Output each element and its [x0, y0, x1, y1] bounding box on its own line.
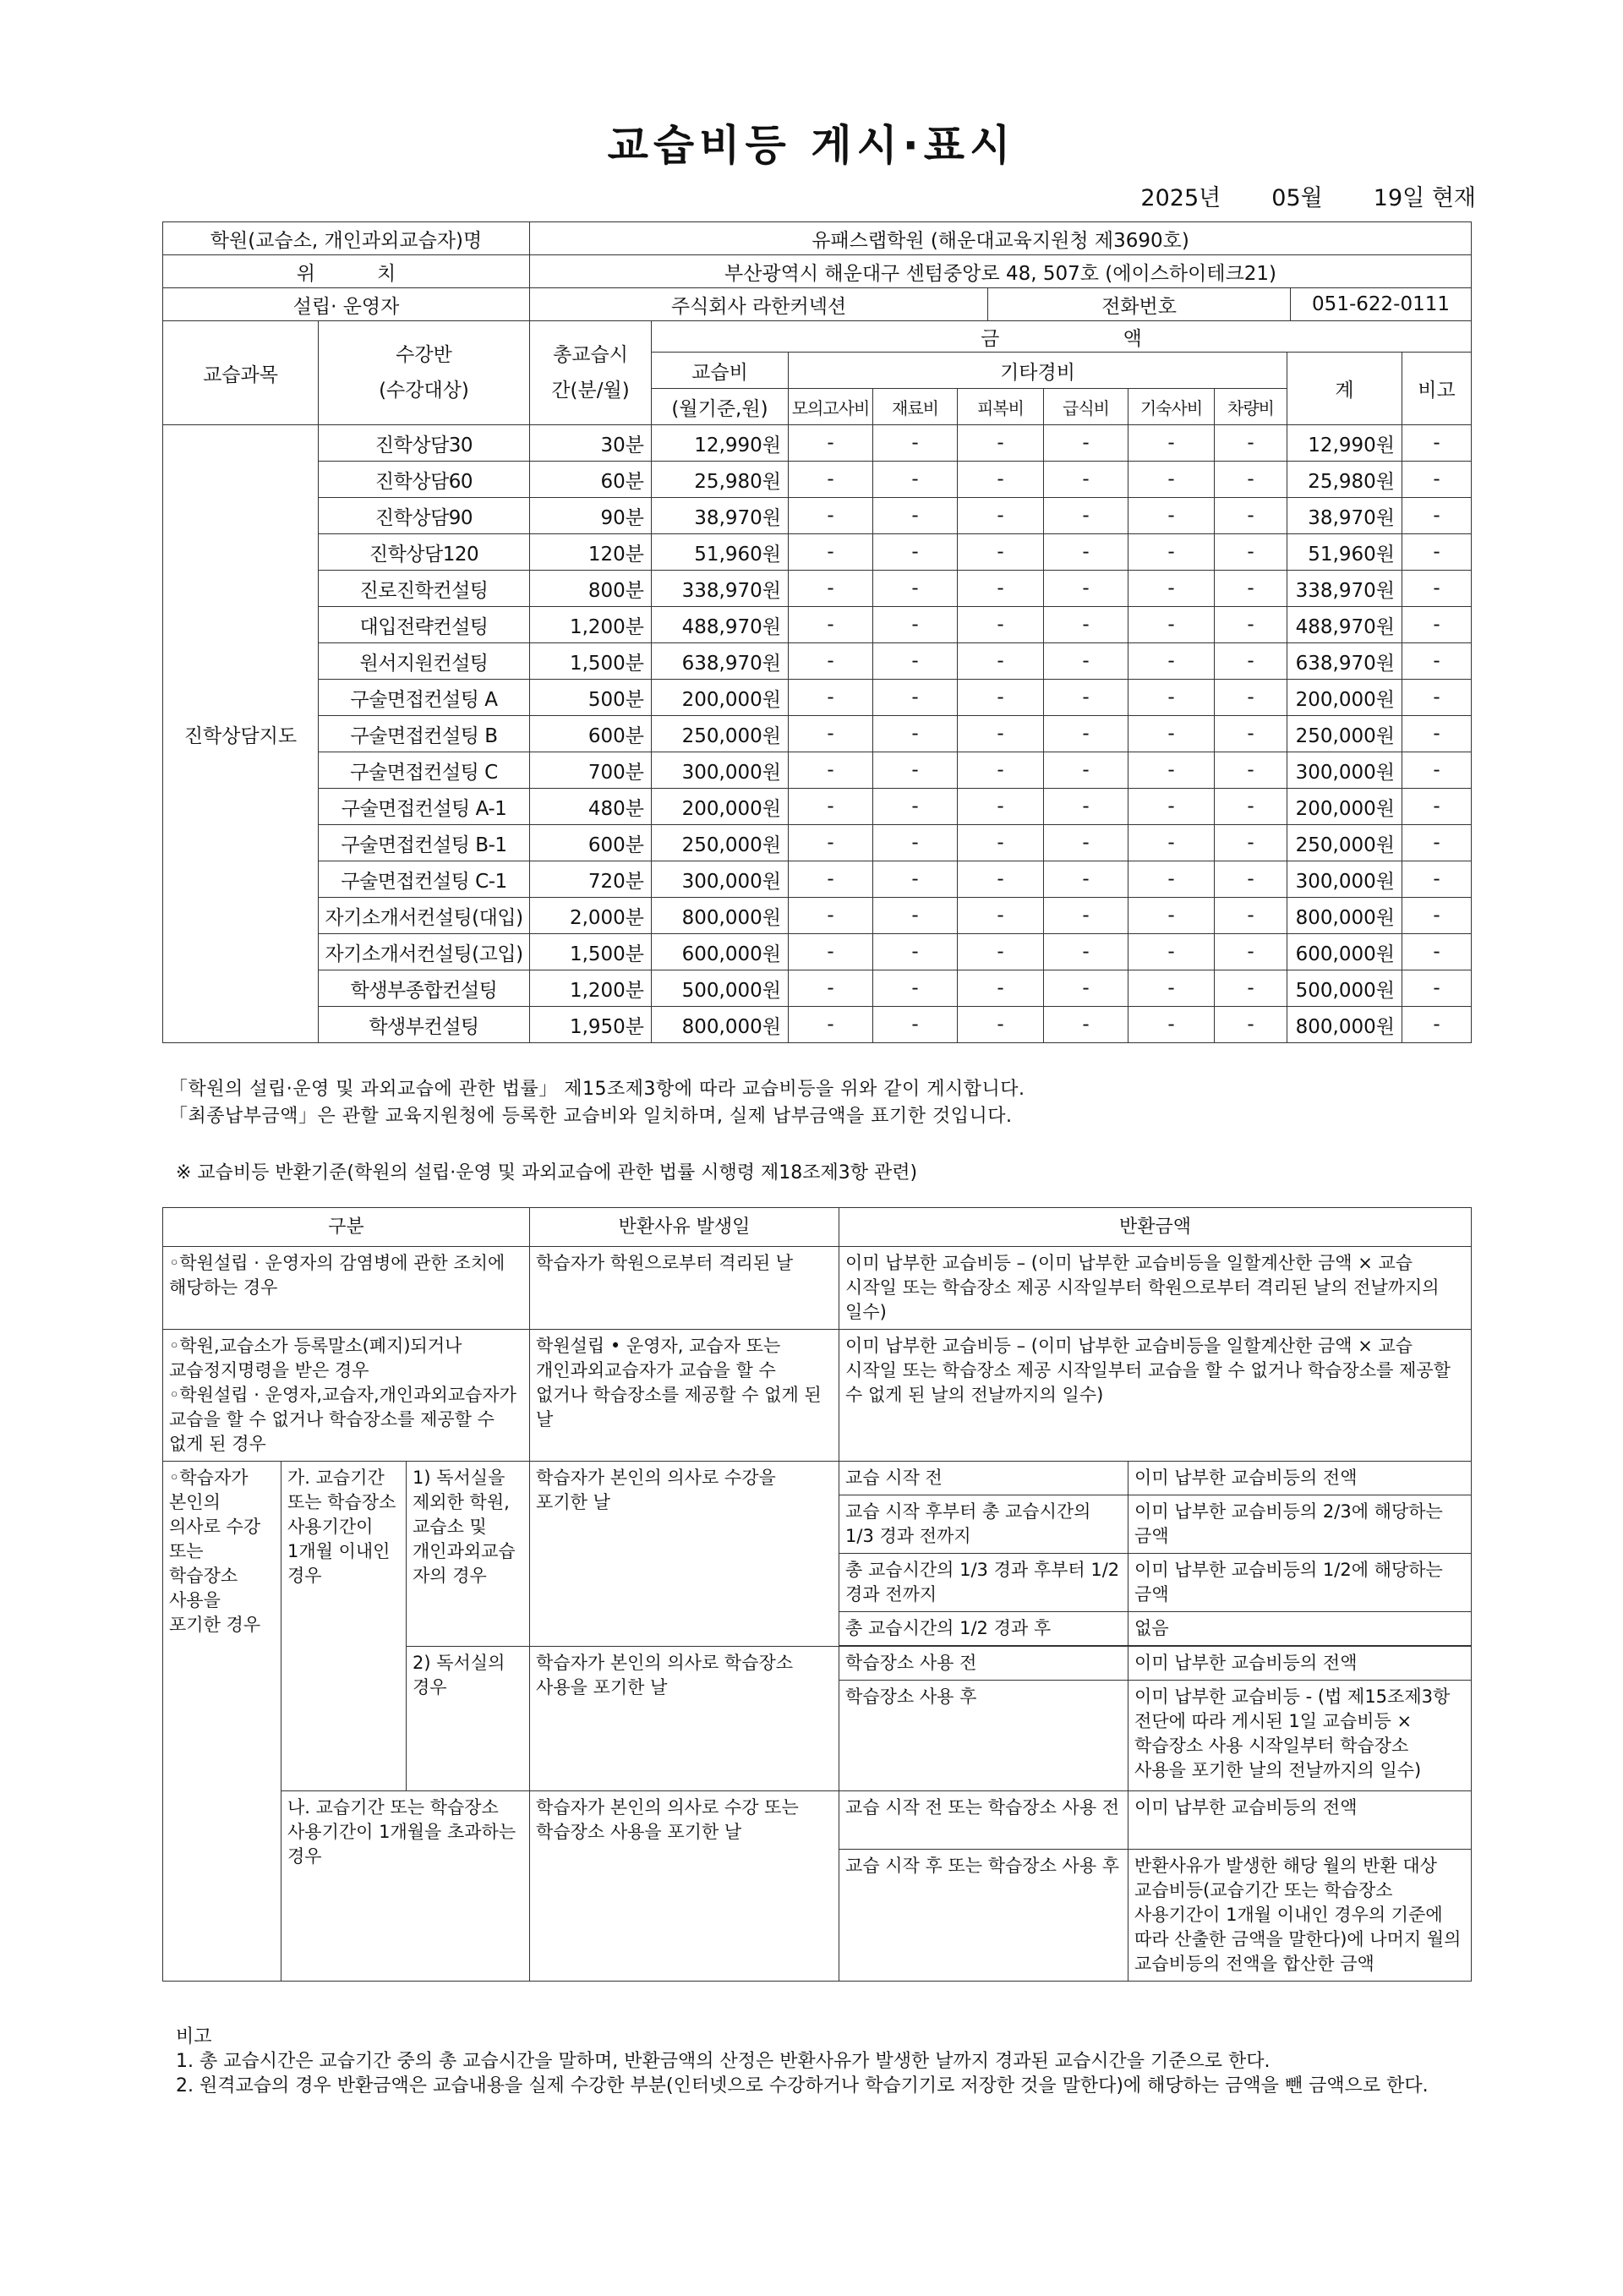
remark-cell: - [1402, 498, 1472, 534]
total-hours-cell: 480분 [530, 789, 652, 825]
total-cell: 200,000원 [1287, 789, 1402, 825]
tuition-cell: 300,000원 [652, 752, 789, 789]
class-name-cell: 대입전략컨설팅 [319, 607, 530, 643]
material-fee-cell: - [873, 643, 958, 680]
mock-exam-fee-cell: - [789, 643, 873, 680]
tuition-cell: 488,970원 [652, 607, 789, 643]
fee-row [163, 752, 1472, 789]
total-cell: 12,990원 [1287, 425, 1402, 462]
header-hours-sub: 간(분/월) [551, 380, 630, 402]
academy-info-table [162, 221, 1472, 321]
meal-fee-cell: - [1044, 498, 1128, 534]
material-fee-cell: - [873, 934, 958, 970]
mock-exam-fee-cell: - [789, 825, 873, 861]
refund-infection-reason: 학습자가 학원으로부터 격리된 날 [530, 1247, 839, 1330]
subject-cell: 진학상담지도 [163, 425, 319, 1043]
refund-over-month-reason: 학습자가 본인의 의사로 수강 또는 학습장소 사용을 포기한 날 [530, 1791, 839, 1982]
header-other-vehicle: 차량비 [1215, 389, 1287, 425]
header-other: 기타경비 [789, 353, 1287, 389]
refund-closure-category [163, 1330, 530, 1462]
clothing-fee-cell: - [958, 607, 1044, 643]
refund-over-month-cond-1: 교습 시작 전 또는 학습장소 사용 전 [839, 1791, 1128, 1850]
refund-closure-reason: 학원설립 • 운영자, 교습자 또는 개인과외교습자가 교습을 할 수 없거나 학습장소를 제공할 수 없게 된 날 [530, 1330, 839, 1462]
remarks-item-2: 2. 원격교습의 경우 반환금액은 교습내용을 실제 수강한 부분(인터넷으로 수강하거나 학습기기로 저장한 것을 말한다)에 해당하는 금액을 뺀 금액으로 한다. [176, 2075, 1429, 2096]
remark-cell: - [1402, 752, 1472, 789]
dorm-fee-cell: - [1128, 571, 1215, 607]
fee-row [163, 680, 1472, 716]
total-hours-cell: 120분 [530, 534, 652, 571]
header-other-meal: 급식비 [1044, 389, 1128, 425]
header-tuition-sub: (월기준,원) [652, 389, 789, 425]
remark-cell: - [1402, 680, 1472, 716]
vehicle-fee-cell: - [1215, 825, 1287, 861]
meal-fee-cell: - [1044, 607, 1128, 643]
remark-cell: - [1402, 934, 1472, 970]
remarks-title: 비고 [176, 2026, 212, 2047]
fee-header-row-1 [163, 321, 1472, 353]
refund-academy-case: 1) 독서실을 제외한 학원, 교습소 및 개인과외교습자의 경우 [407, 1462, 530, 1647]
meal-fee-cell: - [1044, 643, 1128, 680]
page-title: 교습비등 게시·표시 [607, 121, 1016, 170]
total-hours-cell: 700분 [530, 752, 652, 789]
fee-row [163, 1007, 1472, 1043]
refund-standard-title: ※ 교습비등 반환기준(학원의 설립·운영 및 과외교습에 관한 법률 시행령 제18조제3항 관련) [176, 1162, 918, 1184]
fee-row [163, 498, 1472, 534]
header-other-clothing: 피복비 [958, 389, 1044, 425]
clothing-fee-cell: - [958, 462, 1044, 498]
total-cell: 51,960원 [1287, 534, 1402, 571]
class-name-cell: 구술면접컨설팅 B [319, 716, 530, 752]
date-line: 2025년 05월 19일 현재 [1140, 185, 1476, 211]
vehicle-fee-cell: - [1215, 680, 1287, 716]
class-name-cell: 구술면접컨설팅 A-1 [319, 789, 530, 825]
total-hours-cell: 2,000분 [530, 898, 652, 934]
remark-cell: - [1402, 789, 1472, 825]
mock-exam-fee-cell: - [789, 425, 873, 462]
header-hours [530, 321, 652, 425]
fee-row [163, 934, 1472, 970]
mock-exam-fee-cell: - [789, 498, 873, 534]
dorm-fee-cell: - [1128, 425, 1215, 462]
vehicle-fee-cell: - [1215, 716, 1287, 752]
dorm-fee-cell: - [1128, 1007, 1215, 1043]
meal-fee-cell: - [1044, 716, 1128, 752]
remark-cell: - [1402, 825, 1472, 861]
remark-cell: - [1402, 425, 1472, 462]
dorm-fee-cell: - [1128, 680, 1215, 716]
clothing-fee-cell: - [958, 825, 1044, 861]
info-row-name [163, 222, 1472, 255]
mock-exam-fee-cell: - [789, 789, 873, 825]
fee-row [163, 607, 1472, 643]
total-hours-cell: 1,500분 [530, 643, 652, 680]
tuition-cell: 51,960원 [652, 534, 789, 571]
header-remark: 비고 [1402, 353, 1472, 425]
notice-line-2: 「최종납부금액」은 관할 교육지원청에 등록한 교습비와 일치하며, 실제 납부금액을 표기한 것입니다. [169, 1106, 1013, 1127]
vehicle-fee-cell: - [1215, 789, 1287, 825]
remark-cell: - [1402, 1007, 1472, 1043]
total-cell: 250,000원 [1287, 716, 1402, 752]
tuition-cell: 38,970원 [652, 498, 789, 534]
tuition-cell: 12,990원 [652, 425, 789, 462]
class-name-cell: 자기소개서컨설팅(고입) [319, 934, 530, 970]
tuition-cell: 500,000원 [652, 970, 789, 1007]
total-hours-cell: 1,200분 [530, 970, 652, 1007]
refund-over-month-case: 나. 교습기간 또는 학습장소 사용기간이 1개월을 초과하는 경우 [281, 1791, 530, 1982]
material-fee-cell: - [873, 716, 958, 752]
fee-row [163, 643, 1472, 680]
dorm-fee-cell: - [1128, 716, 1215, 752]
refund-infection-amount: 이미 납부한 교습비등 – (이미 납부한 교습비등을 일할계산한 금액 × 교습 시작일 또는 학습장소 제공 시작일부터 학원으로부터 격리된 날의 전날까지의 일수) [839, 1247, 1472, 1330]
refund-row-over-month-1 [163, 1791, 1472, 1850]
material-fee-cell: - [873, 534, 958, 571]
tuition-cell: 200,000원 [652, 680, 789, 716]
header-class-sub: (수강대상) [379, 380, 469, 402]
header-other-dorm: 기숙사비 [1128, 389, 1215, 425]
phone-label: 전화번호 [988, 288, 1291, 321]
vehicle-fee-cell: - [1215, 1007, 1287, 1043]
total-cell: 600,000원 [1287, 934, 1402, 970]
refund-closure-category-b: ◦학원설립 · 운영자,교습자,개인과외교습자가 교습을 할 수 없거나 학습장소를 제공할 수 없게 된 경우 [169, 1385, 516, 1454]
notice-line-1: 「학원의 설립·운영 및 과외교습에 관한 법률」 제15조제3항에 따라 교습비등을 위와 같이 게시합니다. [169, 1079, 1025, 1100]
class-name-cell: 진로진학컨설팅 [319, 571, 530, 607]
vehicle-fee-cell: - [1215, 607, 1287, 643]
refund-over-month-amount-1: 이미 납부한 교습비등의 전액 [1128, 1791, 1472, 1850]
material-fee-cell: - [873, 861, 958, 898]
dorm-fee-cell: - [1128, 752, 1215, 789]
meal-fee-cell: - [1044, 825, 1128, 861]
refund-reading-room-case: 2) 독서실의 경우 [407, 1647, 530, 1791]
clothing-fee-cell: - [958, 970, 1044, 1007]
clothing-fee-cell: - [958, 680, 1044, 716]
clothing-fee-cell: - [958, 498, 1044, 534]
header-tuition: 교습비 [652, 353, 789, 389]
remark-cell: - [1402, 861, 1472, 898]
mock-exam-fee-cell: - [789, 607, 873, 643]
tuition-cell: 200,000원 [652, 789, 789, 825]
vehicle-fee-cell: - [1215, 898, 1287, 934]
remarks-item-1: 1. 총 교습시간은 교습기간 중의 총 교습시간을 말하며, 반환금액의 산정은 반환사유가 발생한 날까지 경과된 교습시간을 기준으로 한다. [176, 2051, 1271, 2072]
remark-cell: - [1402, 898, 1472, 934]
refund-infection-category: ◦학원설립 · 운영자의 감염병에 관한 조치에 해당하는 경우 [163, 1247, 530, 1330]
fee-row [163, 571, 1472, 607]
meal-fee-cell: - [1044, 752, 1128, 789]
clothing-fee-cell: - [958, 789, 1044, 825]
refund-reading-room-cond-2: 학습장소 사용 후 [839, 1681, 1128, 1791]
refund-header-row [163, 1208, 1472, 1247]
phone-value: 051-622-0111 [1291, 288, 1472, 321]
fee-row [163, 970, 1472, 1007]
fee-row [163, 825, 1472, 861]
operator-label: 설립· 운영자 [163, 288, 530, 321]
refund-academy-cond-1: 교습 시작 전 [839, 1462, 1128, 1495]
operator-value: 주식회사 라한커넥션 [530, 288, 988, 321]
dorm-fee-cell: - [1128, 607, 1215, 643]
total-cell: 300,000원 [1287, 752, 1402, 789]
material-fee-cell: - [873, 498, 958, 534]
class-name-cell: 구술면접컨설팅 C-1 [319, 861, 530, 898]
dorm-fee-cell: - [1128, 462, 1215, 498]
fee-table [162, 320, 1472, 1043]
clothing-fee-cell: - [958, 716, 1044, 752]
fee-row [163, 861, 1472, 898]
material-fee-cell: - [873, 571, 958, 607]
mock-exam-fee-cell: - [789, 934, 873, 970]
header-total: 계 [1287, 353, 1402, 425]
refund-academy-cond-2: 교습 시작 후부터 총 교습시간의 1/3 경과 전까지 [839, 1495, 1128, 1554]
clothing-fee-cell: - [958, 425, 1044, 462]
clothing-fee-cell: - [958, 861, 1044, 898]
vehicle-fee-cell: - [1215, 970, 1287, 1007]
total-hours-cell: 90분 [530, 498, 652, 534]
total-cell: 338,970원 [1287, 571, 1402, 607]
fee-row [163, 425, 1472, 462]
dorm-fee-cell: - [1128, 534, 1215, 571]
fee-row [163, 462, 1472, 498]
tuition-cell: 800,000원 [652, 898, 789, 934]
header-other-mock: 모의고사비 [789, 389, 873, 425]
header-hours-main: 총교습시 [553, 344, 628, 366]
header-class [319, 321, 530, 425]
refund-voluntary-under-month: 가. 교습기간 또는 학습장소 사용기간이 1개월 이내인 경우 [281, 1462, 407, 1791]
remark-cell: - [1402, 571, 1472, 607]
class-name-cell: 진학상담30 [319, 425, 530, 462]
meal-fee-cell: - [1044, 861, 1128, 898]
remark-cell: - [1402, 643, 1472, 680]
mock-exam-fee-cell: - [789, 970, 873, 1007]
refund-reading-room-cond-1: 학습장소 사용 전 [839, 1647, 1128, 1681]
remark-cell: - [1402, 970, 1472, 1007]
material-fee-cell: - [873, 970, 958, 1007]
material-fee-cell: - [873, 898, 958, 934]
tuition-cell: 800,000원 [652, 1007, 789, 1043]
remarks-section [176, 2025, 1478, 2098]
vehicle-fee-cell: - [1215, 571, 1287, 607]
total-cell: 800,000원 [1287, 1007, 1402, 1043]
total-hours-cell: 1,950분 [530, 1007, 652, 1043]
fee-row [163, 534, 1472, 571]
tuition-cell: 300,000원 [652, 861, 789, 898]
tuition-cell: 638,970원 [652, 643, 789, 680]
class-name-cell: 학생부종합컨설팅 [319, 970, 530, 1007]
refund-over-month-cond-2: 교습 시작 후 또는 학습장소 사용 후 [839, 1850, 1128, 1982]
dorm-fee-cell: - [1128, 643, 1215, 680]
class-name-cell: 진학상담90 [319, 498, 530, 534]
mock-exam-fee-cell: - [789, 898, 873, 934]
header-other-material: 재료비 [873, 389, 958, 425]
mock-exam-fee-cell: - [789, 534, 873, 571]
vehicle-fee-cell: - [1215, 643, 1287, 680]
mock-exam-fee-cell: - [789, 752, 873, 789]
mock-exam-fee-cell: - [789, 1007, 873, 1043]
meal-fee-cell: - [1044, 789, 1128, 825]
class-name-cell: 구술면접컨설팅 B-1 [319, 825, 530, 861]
vehicle-fee-cell: - [1215, 861, 1287, 898]
total-cell: 500,000원 [1287, 970, 1402, 1007]
header-subject: 교습과목 [163, 321, 319, 425]
mock-exam-fee-cell: - [789, 861, 873, 898]
clothing-fee-cell: - [958, 898, 1044, 934]
meal-fee-cell: - [1044, 934, 1128, 970]
dorm-fee-cell: - [1128, 789, 1215, 825]
dorm-fee-cell: - [1128, 934, 1215, 970]
meal-fee-cell: - [1044, 970, 1128, 1007]
total-cell: 638,970원 [1287, 643, 1402, 680]
remark-cell: - [1402, 462, 1472, 498]
refund-academy-amount-4: 없음 [1128, 1612, 1472, 1646]
refund-header-reason: 반환사유 발생일 [530, 1208, 839, 1247]
meal-fee-cell: - [1044, 571, 1128, 607]
fee-row [163, 898, 1472, 934]
total-hours-cell: 1,200분 [530, 607, 652, 643]
mock-exam-fee-cell: - [789, 462, 873, 498]
meal-fee-cell: - [1044, 425, 1128, 462]
material-fee-cell: - [873, 680, 958, 716]
total-cell: 250,000원 [1287, 825, 1402, 861]
total-cell: 200,000원 [1287, 680, 1402, 716]
material-fee-cell: - [873, 1007, 958, 1043]
class-name-cell: 구술면접컨설팅 C [319, 752, 530, 789]
total-cell: 300,000원 [1287, 861, 1402, 898]
clothing-fee-cell: - [958, 934, 1044, 970]
class-name-cell: 구술면접컨설팅 A [319, 680, 530, 716]
refund-row-closure [163, 1330, 1472, 1462]
total-hours-cell: 600분 [530, 716, 652, 752]
refund-closure-category-a: ◦학원,교습소가 등록말소(폐지)되거나 교습정지명령을 받은 경우 [169, 1336, 462, 1380]
class-name-cell: 학생부컨설팅 [319, 1007, 530, 1043]
material-fee-cell: - [873, 607, 958, 643]
total-cell: 25,980원 [1287, 462, 1402, 498]
total-hours-cell: 720분 [530, 861, 652, 898]
refund-over-month-amount-2: 반환사유가 발생한 해당 월의 반환 대상 교습비등(교습기간 또는 학습장소 사용기간이 1개월 이내인 경우의 기준에 따라 산출한 금액을 말한다)에 나머지 월의 교습비등의 전액을 합산한 금액 [1128, 1850, 1472, 1982]
tuition-cell: 25,980원 [652, 462, 789, 498]
total-cell: 800,000원 [1287, 898, 1402, 934]
refund-reading-room-reason: 학습자가 본인의 의사로 학습장소 사용을 포기한 날 [530, 1647, 839, 1791]
clothing-fee-cell: - [958, 643, 1044, 680]
refund-academy-amount-1: 이미 납부한 교습비등의 전액 [1128, 1462, 1472, 1495]
dorm-fee-cell: - [1128, 498, 1215, 534]
vehicle-fee-cell: - [1215, 425, 1287, 462]
meal-fee-cell: - [1044, 898, 1128, 934]
vehicle-fee-cell: - [1215, 934, 1287, 970]
total-cell: 488,970원 [1287, 607, 1402, 643]
meal-fee-cell: - [1044, 680, 1128, 716]
total-hours-cell: 600분 [530, 825, 652, 861]
refund-academy-cond-3: 총 교습시간의 1/3 경과 후부터 1/2 경과 전까지 [839, 1554, 1128, 1612]
header-class-main: 수강반 [396, 344, 452, 366]
class-name-cell: 진학상담60 [319, 462, 530, 498]
refund-academy-amount-3: 이미 납부한 교습비등의 1/2에 해당하는 금액 [1128, 1554, 1472, 1612]
refund-voluntary-category: ◦학습자가 본인의 의사로 수강 또는 학습장소 사용을 포기한 경우 [163, 1462, 281, 1982]
refund-academy-reason: 학습자가 본인의 의사로 수강을 포기한 날 [530, 1462, 839, 1647]
meal-fee-cell: - [1044, 534, 1128, 571]
total-hours-cell: 800분 [530, 571, 652, 607]
mock-exam-fee-cell: - [789, 680, 873, 716]
class-name-cell: 원서지원컨설팅 [319, 643, 530, 680]
total-cell: 38,970원 [1287, 498, 1402, 534]
refund-row-voluntary-1 [163, 1462, 1472, 1495]
material-fee-cell: - [873, 462, 958, 498]
vehicle-fee-cell: - [1215, 498, 1287, 534]
material-fee-cell: - [873, 425, 958, 462]
info-row-location [163, 255, 1472, 288]
dorm-fee-cell: - [1128, 825, 1215, 861]
remark-cell: - [1402, 716, 1472, 752]
location-label: 위 치 [163, 255, 530, 288]
vehicle-fee-cell: - [1215, 462, 1287, 498]
name-value: 유패스랩학원 (해운대교육지원청 제3690호) [530, 222, 1472, 255]
refund-row-infection [163, 1247, 1472, 1330]
material-fee-cell: - [873, 825, 958, 861]
refund-header-amount: 반환금액 [839, 1208, 1472, 1247]
info-row-operator [163, 288, 1472, 321]
tuition-cell: 250,000원 [652, 825, 789, 861]
refund-reading-room-amount-2: 이미 납부한 교습비등 - (법 제15조제3항 전단에 따라 게시된 1일 교습비등 × 학습장소 사용 시작일부터 학습장소 사용을 포기한 날의 전날까지의 일수) [1128, 1681, 1472, 1791]
header-amount: 금 액 [652, 321, 1472, 353]
class-name-cell: 진학상담120 [319, 534, 530, 571]
total-hours-cell: 30분 [530, 425, 652, 462]
clothing-fee-cell: - [958, 752, 1044, 789]
refund-academy-cond-4: 총 교습시간의 1/2 경과 후 [839, 1612, 1128, 1646]
name-label: 학원(교습소, 개인과외교습자)명 [163, 222, 530, 255]
mock-exam-fee-cell: - [789, 716, 873, 752]
mock-exam-fee-cell: - [789, 571, 873, 607]
dorm-fee-cell: - [1128, 970, 1215, 1007]
refund-academy-amount-2: 이미 납부한 교습비등의 2/3에 해당하는 금액 [1128, 1495, 1472, 1554]
tuition-cell: 250,000원 [652, 716, 789, 752]
material-fee-cell: - [873, 752, 958, 789]
total-hours-cell: 1,500분 [530, 934, 652, 970]
clothing-fee-cell: - [958, 571, 1044, 607]
clothing-fee-cell: - [958, 1007, 1044, 1043]
fee-table-body [163, 425, 1472, 1043]
vehicle-fee-cell: - [1215, 534, 1287, 571]
location-value: 부산광역시 해운대구 센텀중앙로 48, 507호 (에이스하이테크21) [530, 255, 1472, 288]
material-fee-cell: - [873, 789, 958, 825]
refund-header-category: 구분 [163, 1208, 530, 1247]
dorm-fee-cell: - [1128, 898, 1215, 934]
clothing-fee-cell: - [958, 534, 1044, 571]
fee-row [163, 716, 1472, 752]
refund-reading-room-amount-1: 이미 납부한 교습비등의 전액 [1128, 1647, 1472, 1681]
remark-cell: - [1402, 607, 1472, 643]
total-hours-cell: 500분 [530, 680, 652, 716]
class-name-cell: 자기소개서컨설팅(대입) [319, 898, 530, 934]
vehicle-fee-cell: - [1215, 752, 1287, 789]
total-hours-cell: 60분 [530, 462, 652, 498]
fee-row [163, 789, 1472, 825]
refund-closure-amount: 이미 납부한 교습비등 – (이미 납부한 교습비등을 일할계산한 금액 × 교습 시작일 또는 학습장소 제공 시작일부터 교습을 할 수 없거나 학습장소를 제공할 수 없게 된 날의 전날까지의 일수) [839, 1330, 1472, 1462]
tuition-cell: 338,970원 [652, 571, 789, 607]
refund-table [162, 1207, 1472, 1982]
meal-fee-cell: - [1044, 462, 1128, 498]
dorm-fee-cell: - [1128, 861, 1215, 898]
meal-fee-cell: - [1044, 1007, 1128, 1043]
remark-cell: - [1402, 534, 1472, 571]
tuition-cell: 600,000원 [652, 934, 789, 970]
